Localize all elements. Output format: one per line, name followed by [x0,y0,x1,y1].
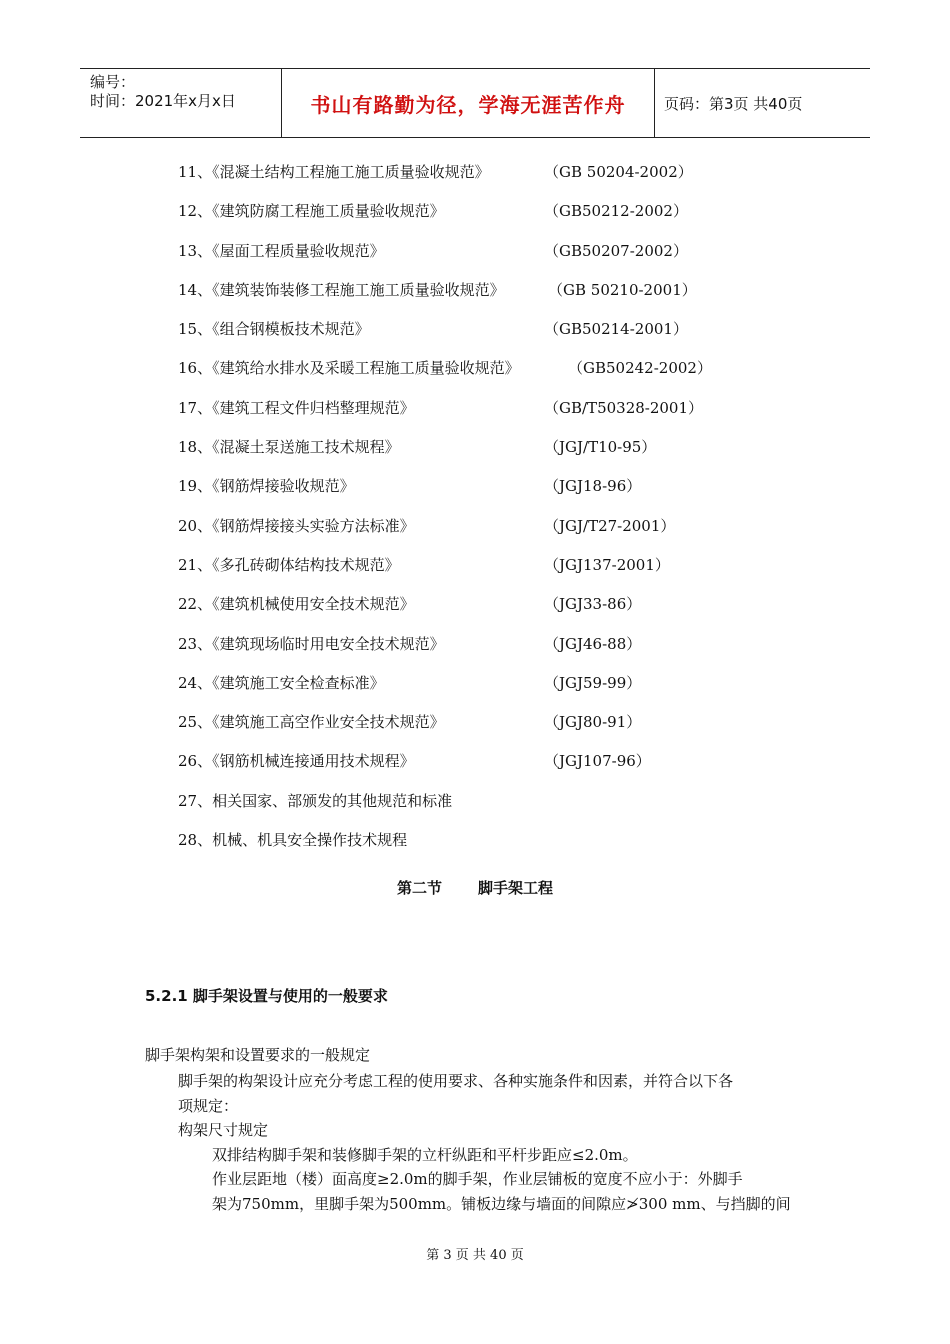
reference-code: （GB 50204-2002） [544,163,693,181]
reference-code: （JGJ33-86） [544,595,642,614]
reference-title: 24、《建筑施工安全检查标准》 [178,673,385,692]
reference-title: 20、《钢筋焊接接头实验方法标准》 [178,516,415,535]
number-label: 编号： [90,73,136,91]
body-paragraph: 项规定： [178,1097,239,1115]
reference-item [178,435,878,474]
body-paragraph: 脚手架的构架设计应充分考虑工程的使用要求、各种实施条件和因素，并符合以下各 [178,1072,734,1090]
reference-code: （JGJ137-2001） [544,555,670,574]
body-paragraph: 架为750mm，里脚手架为500mm。铺板边缘与墙面的间隙应≯300 mm、与挡脚的间 [212,1195,791,1213]
reference-item [178,828,878,867]
page-header [80,68,870,138]
reference-title: 15、《组合钢模板技术规范》 [178,320,370,339]
reference-item [178,160,878,199]
reference-title: 26、《钢筋机械连接通用技术规程》 [178,752,415,771]
body-paragraph: 构架尺寸规定 [178,1121,269,1139]
reference-code: （JGJ80-91） [544,713,642,732]
reference-code: （JGJ107-96） [544,752,651,771]
body-paragraph: 作业层距地（楼）面高度≥2.0m的脚手架，作业层铺板的宽度不应小于：外脚手 [212,1170,743,1188]
page-footer: 第 3 页 共 40 页 [426,1248,524,1263]
reference-item [178,396,878,435]
reference-code: （JGJ59-99） [544,673,642,692]
reference-title: 14、《建筑装饰装修工程施工施工质量验收规范》 [178,280,505,299]
reference-code: （GB50214-2001） [544,320,688,339]
reference-item [178,474,878,513]
body-paragraph: 脚手架构架和设置要求的一般规定 [145,1046,371,1064]
reference-code: （GB50207-2002） [544,241,688,260]
reference-item [178,278,878,317]
reference-code: （GB50212-2002） [544,202,688,221]
header-motto: 书山有路勤为径，学海无涯苦作舟 [281,69,655,137]
reference-code: （GB50242-2002） [568,359,712,378]
reference-item [178,710,878,749]
reference-code: （JGJ18-96） [544,477,642,496]
reference-list [178,160,878,867]
subsection-heading: 5.2.1 脚手架设置与使用的一般要求 [145,987,388,1005]
header-meta [80,69,280,137]
reference-item [178,553,878,592]
section-title [0,877,950,898]
reference-code: （GB/T50328-2001） [544,398,704,417]
reference-title: 19、《钢筋焊接验收规范》 [178,477,355,496]
reference-title: 21、《多孔砖砌体结构技术规范》 [178,555,400,574]
reference-item [178,592,878,631]
reference-item [178,317,878,356]
body-paragraph: 双排结构脚手架和装修脚手架的立杆纵距和平杆步距应≤2.0m。 [212,1146,638,1164]
reference-item [178,239,878,278]
reference-code: （GB 50210-2001） [548,280,697,299]
reference-item [178,671,878,710]
reference-code: （JGJ46-88） [544,634,642,653]
section-name: 脚手架工程 [478,879,554,897]
reference-item [178,356,878,395]
reference-title: 11、《混凝土结构工程施工施工质量验收规范》 [178,163,490,181]
reference-title: 22、《建筑机械使用安全技术规范》 [178,595,415,614]
section-number: 第二节 [396,879,442,897]
reference-title: 13、《屋面工程质量验收规范》 [178,241,385,260]
reference-title: 27、相关国家、部颁发的其他规范和标准 [178,791,453,810]
reference-title: 18、《混凝土泵送施工技术规程》 [178,438,400,457]
reference-title: 12、《建筑防腐工程施工质量验收规范》 [178,202,445,221]
reference-title: 25、《建筑施工高空作业安全技术规范》 [178,713,445,732]
reference-code: （JGJ/T27-2001） [544,516,676,535]
reference-title: 17、《建筑工程文件归档整理规范》 [178,398,415,417]
reference-code: （JGJ/T10-95） [544,438,657,457]
reference-item [178,199,878,238]
reference-item [178,514,878,553]
header-page-info: 页码：第3页 共40页 [664,94,803,113]
reference-title: 28、机械、机具安全操作技术规程 [178,831,408,850]
reference-item [178,789,878,828]
reference-title: 23、《建筑现场临时用电安全技术规范》 [178,634,445,653]
reference-item [178,749,878,788]
time-label: 时间：2021年x月x日 [90,92,236,110]
reference-item [178,632,878,671]
reference-title: 16、《建筑给水排水及采暖工程施工质量验收规范》 [178,359,520,378]
